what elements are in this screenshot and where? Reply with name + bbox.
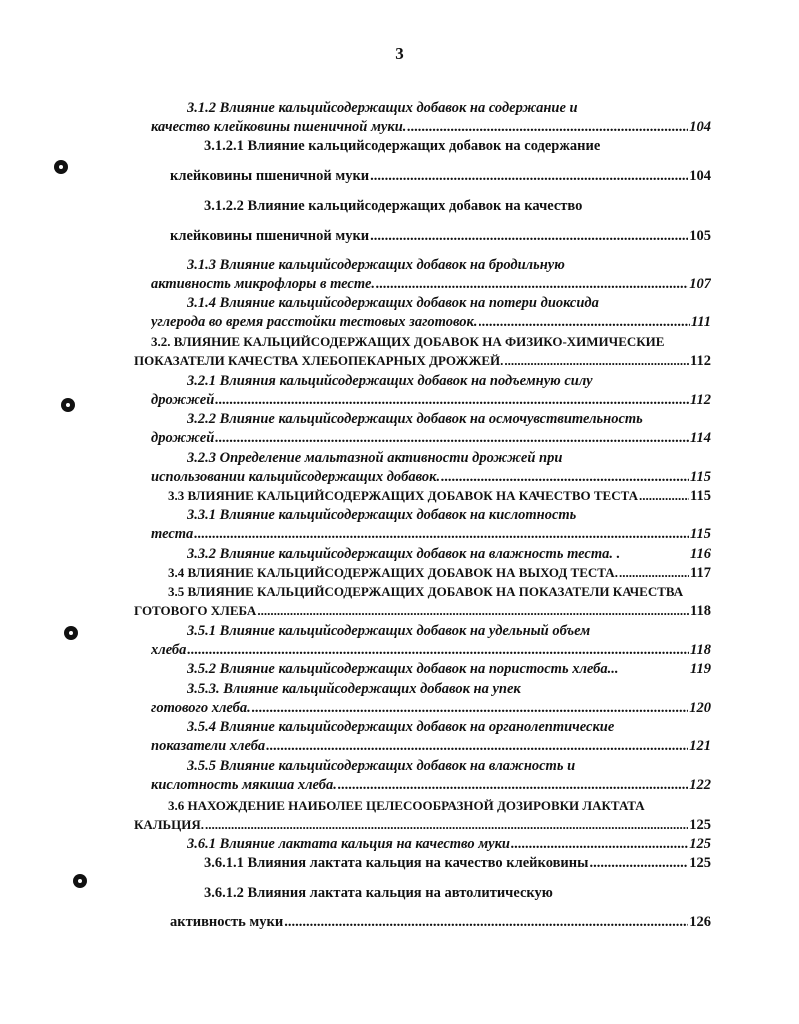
toc-entry-title: 3.2.2 Влияние кальцийсодержащих добавок на осмочувствительность: [187, 411, 643, 427]
toc-page-number: 125: [689, 855, 711, 871]
toc-entry-title: клейковины пшеничной муки: [170, 168, 370, 184]
toc-page-number: 125: [689, 836, 711, 852]
toc-entry-title: показатели хлеба: [151, 738, 266, 754]
toc-entry: [204, 197, 674, 215]
toc-page-number: 115: [690, 469, 711, 485]
toc-entry: [187, 660, 711, 678]
toc-entry-title: качество клейковины пшеничной муки.: [151, 119, 407, 135]
toc-entry: [204, 854, 711, 872]
leader-dots: [187, 641, 689, 659]
toc-entry-title: теста: [151, 526, 194, 542]
toc-entry-title: КАЛЬЦИЯ.: [134, 817, 204, 832]
toc-entry-title: 3.5.2 Влияние кальцийсодержащих добавок на пористость хлеба...: [187, 661, 619, 677]
toc-page-number: 112: [690, 353, 711, 369]
toc-entry: [187, 99, 672, 117]
toc-entry: [187, 545, 711, 563]
toc-entry-title: 3.4 ВЛИЯНИЕ КАЛЬЦИЙСОДЕРЖАЩИХ ДОБАВОК НА ВЫХОД ТЕСТА.: [168, 565, 618, 580]
toc-entry-title: ПОКАЗАТЕЛИ КАЧЕСТВА ХЛЕБОПЕКАРНЫХ ДРОЖЖЕЙ.: [134, 353, 504, 368]
leader-dots: [284, 913, 688, 931]
leader-dots: [407, 118, 688, 136]
toc-page-number: 122: [689, 777, 711, 793]
toc-entry: [187, 757, 647, 775]
toc-entry: [151, 391, 711, 409]
leader-dots: [639, 487, 689, 505]
toc-entry: [151, 275, 711, 293]
toc-entry: [187, 835, 711, 853]
leader-dots: [370, 167, 688, 185]
toc-page-number: 111: [690, 314, 711, 330]
toc-entry-title: 3.1.2.2 Влияние кальцийсодержащих добавок на качество: [204, 198, 583, 214]
page-number: 3: [395, 44, 404, 63]
toc-entry: [168, 797, 668, 815]
toc-entry: [187, 449, 627, 467]
leader-dots: [205, 816, 688, 834]
toc-entry: [151, 429, 711, 447]
toc-entry-title: хлеба: [151, 642, 187, 658]
toc-entry: [134, 352, 711, 370]
toc-page-number: 104: [689, 168, 711, 184]
toc-entry-title: 3.6.1.1 Влияния лактата кальция на качество клейковины: [204, 855, 589, 871]
toc-page-number: 117: [690, 565, 711, 581]
toc-page-number: 120: [689, 700, 711, 716]
leader-dots: [511, 835, 688, 853]
toc-entry-title: 3.6.1.2 Влияния лактата кальция на автолитическую: [204, 885, 553, 901]
toc-entry-title: 3.2.3 Определение мальтазной активности дрожжей при: [187, 450, 563, 466]
toc-page-number: 121: [689, 738, 711, 754]
toc-entry-title: 3.5.3. Влияние кальцийсодержащих добавок на упек: [187, 681, 521, 697]
toc-entry: [151, 641, 711, 659]
toc-entry-title: 3.3.1 Влияние кальцийсодержащих добавок на кислотность: [187, 507, 577, 523]
toc-entry: [168, 564, 711, 582]
toc-entry-title: активность муки: [170, 914, 284, 930]
toc-page-number: 125: [689, 817, 711, 833]
toc-page-number: 104: [689, 119, 711, 135]
toc-entry: [151, 118, 711, 136]
toc-entry-title: 3.5.1 Влияние кальцийсодержащих добавок на удельный объем: [187, 623, 591, 639]
toc-entry-title: 3.1.3 Влияние кальцийсодержащих добавок на бродильную: [187, 257, 565, 273]
leader-dots: [252, 699, 688, 717]
toc-entry: [204, 137, 674, 155]
leader-dots: [376, 275, 688, 293]
toc-entry: [151, 525, 711, 543]
toc-entry-title: углерода во время расстойки тестовых заготовок.: [151, 314, 478, 330]
toc-entry: [170, 913, 711, 931]
leader-dots: [257, 602, 689, 620]
toc-page-number: 105: [689, 228, 711, 244]
leader-dots: [619, 564, 689, 582]
toc-entry: [204, 884, 654, 902]
toc-entry: [187, 294, 687, 312]
toc-entry: [187, 372, 677, 390]
toc-entry-title: ГОТОВОГО ХЛЕБА: [134, 603, 257, 618]
toc-page-number: 119: [690, 661, 711, 677]
toc-entry: [170, 167, 711, 185]
toc-entry-title: кислотность мякиша хлеба.: [151, 777, 337, 793]
toc-entry: [151, 699, 711, 717]
toc-page-number: 118: [690, 603, 711, 619]
toc-entry: [151, 313, 711, 331]
toc-page-number: 115: [690, 526, 711, 542]
toc-entry: [170, 227, 711, 245]
toc-entry: [168, 583, 711, 601]
toc-entry: [151, 737, 711, 755]
leader-dots: [215, 429, 689, 447]
toc-entry: [151, 776, 711, 794]
toc-entry-title: 3.1.4 Влияние кальцийсодержащих добавок на потери диоксида: [187, 295, 599, 311]
toc-entry-title: 3.2. ВЛИЯНИЕ КАЛЬЦИЙСОДЕРЖАЩИХ ДОБАВОК НА ФИЗИКО-ХИМИЧЕСКИЕ: [151, 334, 665, 349]
toc-entry-title: 3.1.2.1 Влияние кальцийсодержащих добавок на содержание: [204, 138, 601, 154]
toc-page-number: 126: [689, 914, 711, 930]
toc-entry: [151, 468, 711, 486]
toc-entry-title: 3.6 НАХОЖДЕНИЕ НАИБОЛЕЕ ЦЕЛЕСООБРАЗНОЙ ДОЗИРОВКИ ЛАКТАТА: [168, 798, 645, 813]
toc-entry-title: 3.3.2 Влияние кальцийсодержащих добавок на влажность теста. .: [187, 546, 621, 562]
leader-dots: [194, 525, 689, 543]
leader-dots: [215, 391, 689, 409]
toc-entry-title: 3.5.4 Влияние кальцийсодержащих добавок на органолептические: [187, 719, 615, 735]
toc-entry: [134, 602, 711, 620]
toc-entry-title: использовании кальцийсодержащих добавок.: [151, 469, 441, 485]
toc-entry-title: дрожжей: [151, 430, 215, 446]
toc-entry-title: 3.6.1 Влияние лактата кальция на качество муки: [187, 836, 510, 852]
toc-entry-title: 3.3 ВЛИЯНИЕ КАЛЬЦИЙСОДЕРЖАЩИХ ДОБАВОК НА КАЧЕСТВО ТЕСТА: [168, 488, 639, 503]
toc-entry-title: 3.1.2 Влияние кальцийсодержащих добавок на содержание и: [187, 100, 578, 116]
toc-entry: [187, 680, 607, 698]
toc-entry-title: клейковины пшеничной муки: [170, 228, 370, 244]
toc-entry-title: 3.2.1 Влияния кальцийсодержащих добавок на подъемную силу: [187, 373, 593, 389]
toc-page-number: 114: [690, 430, 711, 446]
toc-page-number: 107: [689, 276, 711, 292]
leader-dots: [370, 227, 688, 245]
leader-dots: [441, 468, 689, 486]
toc-entry: [187, 410, 711, 428]
leader-dots: [589, 854, 688, 872]
toc-page-number: 118: [690, 642, 711, 658]
toc-entry: [134, 816, 711, 834]
toc-page-number: 115: [690, 488, 711, 504]
toc-entry-title: 3.5 ВЛИЯНИЕ КАЛЬЦИЙСОДЕРЖАЩИХ ДОБАВОК НА ПОКАЗАТЕЛИ КАЧЕСТВА: [168, 584, 684, 599]
toc-entry: [187, 622, 657, 640]
toc-entry-title: 3.5.5 Влияние кальцийсодержащих добавок на влажность и: [187, 758, 576, 774]
toc-entry: [168, 487, 711, 505]
toc-entry: [187, 506, 637, 524]
leader-dots: [266, 737, 688, 755]
toc-entry: [187, 718, 687, 736]
leader-dots: [338, 776, 688, 794]
toc-entry-title: дрожжей: [151, 392, 215, 408]
toc-entry-title: готового хлеба.: [151, 700, 251, 716]
toc-entry: [151, 333, 711, 351]
toc-page-number: 116: [690, 546, 711, 562]
toc-entry-title: активность микрофлоры в тесте.: [151, 276, 376, 292]
leader-dots: [504, 352, 689, 370]
toc-page-number: 112: [690, 392, 711, 408]
leader-dots: [479, 313, 690, 331]
toc-entry: [187, 256, 672, 274]
